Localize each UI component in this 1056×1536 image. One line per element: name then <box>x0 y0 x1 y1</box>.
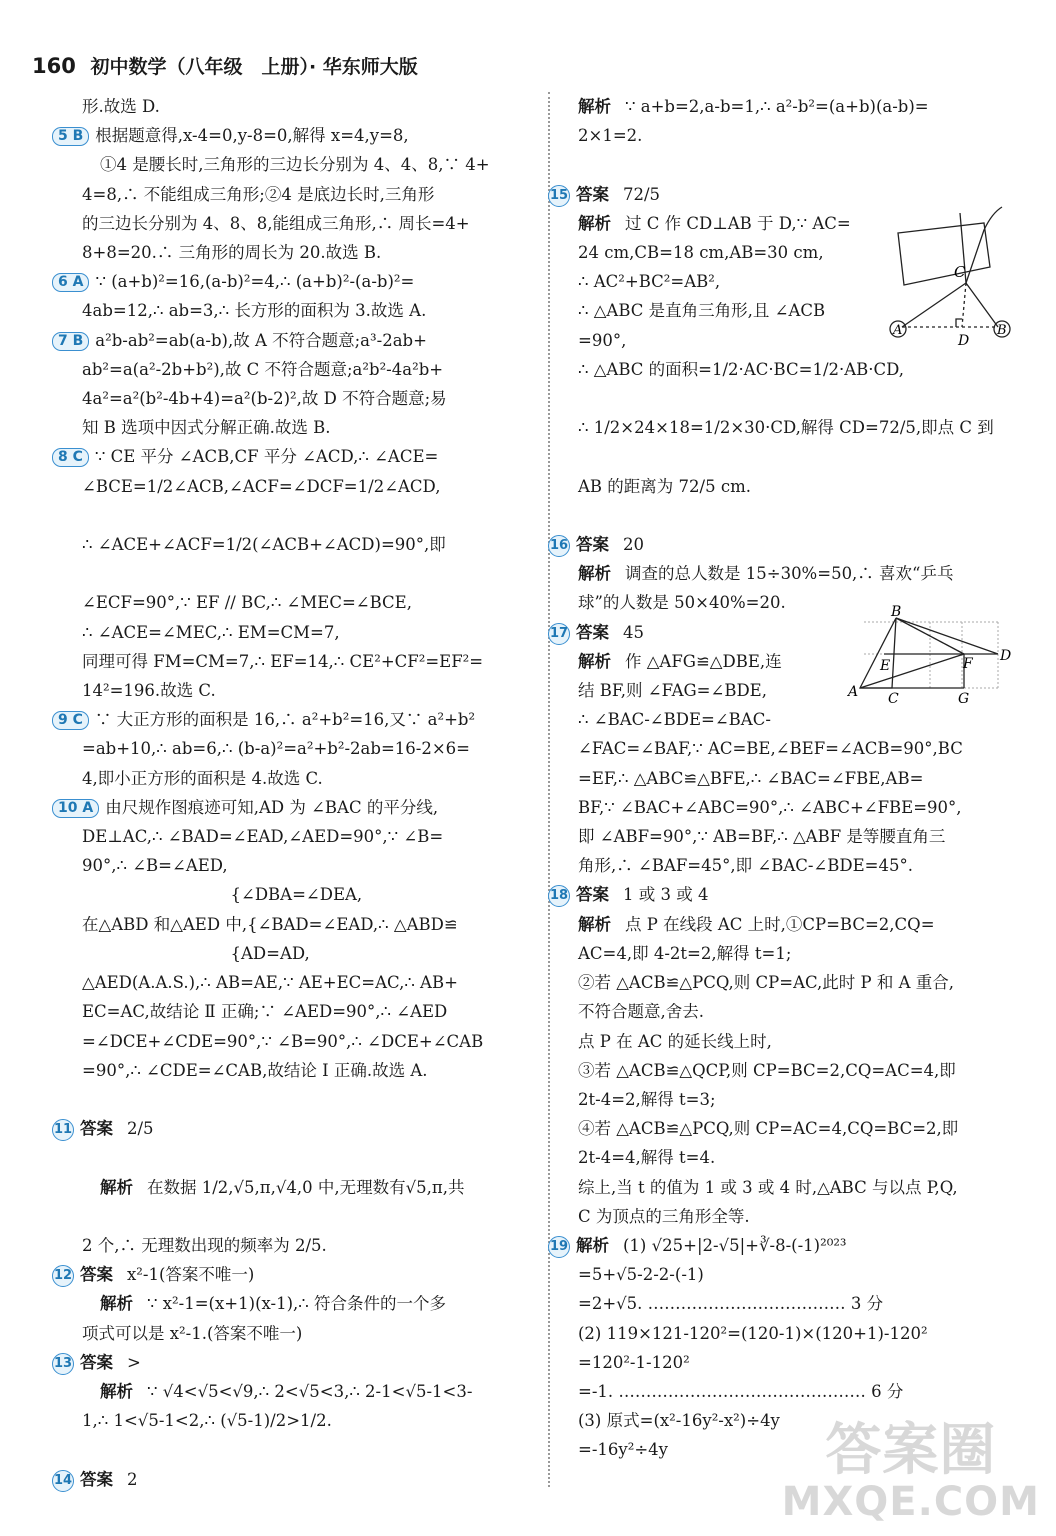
section-label: 答案 <box>576 885 609 905</box>
text-line <box>578 1260 1018 1289</box>
line-text: 2 <box>127 1469 138 1489</box>
text-line <box>82 1085 527 1114</box>
line-text: (1) √25+|2-√5|+∛-8-(-1)²⁰²³ <box>623 1235 847 1255</box>
line-text: 4,即小正方形的面积是 4.故选 C. <box>82 768 323 788</box>
text-line <box>578 1143 1018 1172</box>
fig17-label-f: F <box>963 656 973 672</box>
text-line <box>82 676 527 705</box>
line-text: 即 ∠ABF=90°,∵ AB=BF,∴ △ABF 是等腰直角三 <box>578 827 946 847</box>
question-number-circle: 11 <box>52 1119 74 1141</box>
text-line <box>82 734 527 763</box>
figure-15-diagram <box>884 205 1024 355</box>
line-text: AB 的距离为 72/5 cm. <box>578 476 751 496</box>
fig17-label-d: D <box>1000 648 1012 664</box>
line-text: > <box>127 1352 141 1372</box>
line-text: 结 BF,则 ∠FAG=∠BDE, <box>578 681 767 701</box>
question-number-circle: 16 <box>548 535 570 557</box>
line-text: =120²-1-120² <box>578 1352 690 1372</box>
line-text: 作 △AFG≌△DBE,连 <box>625 651 782 671</box>
text-line <box>82 180 527 209</box>
text-line <box>82 296 527 325</box>
question-number-badge: 5 B <box>52 127 89 146</box>
question-number-badge: 8 C <box>52 448 89 467</box>
line-text: ①4 是腰长时,三角形的三边长分别为 4、4、8,∵ 4+ <box>100 155 490 175</box>
line-text: (3) 原式=(x²-16y²-x²)÷4y <box>578 1411 780 1431</box>
column-divider <box>548 92 550 1487</box>
line-text: =EF,∴ △ABC≌△BFE,∴ ∠BAC=∠FBE,AB= <box>578 768 924 788</box>
text-line <box>578 150 1018 179</box>
question-number-circle: 18 <box>548 885 570 907</box>
section-label: 解析 <box>100 1381 133 1401</box>
line-text: 角形,∴ ∠BAF=45°,即 ∠BAC-∠BDE=45°. <box>578 856 913 876</box>
text-line <box>82 238 527 267</box>
line-text: ∴ AC²+BC²=AB², <box>578 272 721 292</box>
line-text: ∵ CE 平分 ∠ACB,CF 平分 ∠ACD,∴ ∠ACE= <box>94 447 439 467</box>
text-line <box>578 793 1018 822</box>
question-number-circle: 19 <box>548 1236 570 1258</box>
section-label: 解析 <box>100 1177 133 1197</box>
line-text: ∴ ∠BAC-∠BDE=∠BAC- <box>578 710 771 730</box>
line-text: 45 <box>623 622 644 642</box>
text-line <box>82 501 527 530</box>
line-text: 1 或 3 或 4 <box>623 885 709 905</box>
text-line <box>82 150 527 179</box>
section-label: 解析 <box>578 213 611 233</box>
question-number-circle: 15 <box>548 185 570 207</box>
text-line <box>578 1289 1018 1318</box>
text-line <box>82 1027 527 1056</box>
section-label: 答案 <box>576 622 609 642</box>
line-text: BF,∵ ∠BAC+∠ABC=90°,∴ ∠ABC+∠FBE=90°, <box>578 797 962 817</box>
text-line <box>578 442 1018 471</box>
line-text: 20 <box>623 535 644 555</box>
text-line <box>82 355 527 384</box>
figure-17-diagram <box>846 604 1021 707</box>
text-line <box>58 121 527 150</box>
section-label: 解析 <box>576 1235 609 1255</box>
text-line <box>578 1202 1018 1231</box>
text-line <box>82 1202 527 1231</box>
book-title: 初中数学（八年级 上册）· 华东师大版 <box>90 56 418 78</box>
text-line <box>82 1056 527 1085</box>
text-line <box>549 530 1018 559</box>
text-line <box>578 413 1018 442</box>
watermark <box>781 1418 1040 1525</box>
watermark-url: MXQE.COM <box>781 1479 1040 1525</box>
line-text: a²b-ab²=ab(a-b),故 A 不符合题意;a³-2ab+ <box>95 330 427 350</box>
text-line <box>58 442 527 471</box>
line-text: ∵ a+b=2,a-b=1,∴ a²-b²=(a+b)(a-b)= <box>625 97 929 116</box>
text-line <box>578 1114 1018 1143</box>
section-label: 解析 <box>578 914 611 934</box>
page-number: 160 <box>32 54 76 78</box>
line-text: 2/5 <box>127 1119 154 1139</box>
text-line <box>58 793 527 822</box>
text-line <box>82 1319 527 1348</box>
line-text: ∠BCE=1/2∠ACB,∠ACF=∠DCF=1/2∠ACD, <box>82 476 441 496</box>
line-text: =5+√5-2-2-(-1) <box>578 1265 704 1285</box>
line-text: ∵ x²-1=(x+1)(x-1),∴ 符合条件的一个多 <box>147 1294 447 1314</box>
line-text: ∵ √4<√5<√9,∴ 2<√5<3,∴ 2-1<√5-1<3- <box>147 1381 473 1401</box>
line-text: 综上,当 t 的值为 1 或 3 或 4 时,△ABC 与以点 P,Q, <box>578 1177 958 1197</box>
line-text: 点 P 在 AC 的延长线上时, <box>578 1031 772 1051</box>
text-line <box>82 997 527 1026</box>
text-line <box>82 530 527 559</box>
text-line <box>82 588 527 617</box>
line-text: 90°,∴ ∠B=∠AED, <box>82 856 228 876</box>
section-label: 解析 <box>578 651 611 671</box>
line-text: ∴ 1/2×24×18=1/2×30·CD,解得 CD=72/5,即点 C 到 <box>578 418 994 438</box>
text-line <box>82 1406 527 1435</box>
text-line <box>82 1231 527 1260</box>
line-text: 项式可以是 x²-1.(答案不唯一) <box>82 1323 303 1343</box>
text-line <box>578 968 1018 997</box>
text-line <box>578 939 1018 968</box>
line-text: ∠FAC=∠BAF,∵ AC=BE,∠BEF=∠ACB=90°,BC <box>578 739 963 759</box>
line-text: 14²=196.故选 C. <box>82 681 216 701</box>
line-text: 在△ABD 和△AED 中,{∠BAD=∠EAD,∴ △ABD≌ <box>82 914 458 934</box>
text-line <box>82 209 527 238</box>
text-line <box>58 326 527 355</box>
line-text: ③若 △ACB≌△QCP,则 CP=BC=2,CQ=AC=4,即 <box>578 1060 956 1080</box>
line-text: 在数据 1/2,√5,π,√4,0 中,无理数有√5,π,共 <box>147 1177 465 1197</box>
line-text: =ab+10,∴ ab=6,∴ (b-a)²=a²+b²-2ab=16-2×6= <box>82 739 470 759</box>
question-number-circle: 17 <box>548 623 570 645</box>
question-number-circle: 12 <box>52 1265 74 1287</box>
text-line <box>82 618 527 647</box>
line-text: 的三边长分别为 4、8、8,能组成三角形,∴ 周长=4+ <box>82 213 470 233</box>
line-text: 调查的总人数是 15÷30%=50,∴ 喜欢“乒乓 <box>625 564 954 584</box>
line-text: 24 cm,CB=18 cm,AB=30 cm, <box>578 243 824 263</box>
line-text: ∴ △ABC 的面积=1/2·AC·BC=1/2·AB·CD, <box>578 359 905 379</box>
section-label: 答案 <box>80 1119 113 1139</box>
text-line <box>82 880 527 909</box>
text-line <box>578 384 1018 413</box>
text-line <box>578 734 1018 763</box>
question-number-badge: 6 A <box>52 273 89 292</box>
text-line <box>578 822 1018 851</box>
line-text: 球”的人数是 50×40%=20. <box>578 593 786 613</box>
line-text: {AD=AD, <box>82 943 310 963</box>
line-text: △AED(A.A.S.),∴ AB=AE,∵ AE+EC=AC,∴ AB+ <box>82 973 458 993</box>
line-text: 72/5 <box>623 184 661 204</box>
line-text: ④若 △ACB≌△PCQ,则 CP=AC=4,CQ=BC=2,即 <box>578 1119 959 1139</box>
text-line <box>82 764 527 793</box>
section-label: 解析 <box>100 1294 133 1314</box>
line-text: ∵ 大正方形的面积是 16,∴ a²+b²=16,又∵ a²+b² <box>94 710 476 730</box>
text-line <box>549 880 1018 909</box>
line-text: ∠ECF=90°,∵ EF // BC,∴ ∠MEC=∠BCE, <box>82 593 412 613</box>
line-text: 点 P 在线段 AC 上时,①CP=BC=2,CQ= <box>625 914 935 934</box>
line-text: 2t-4=4,解得 t=4. <box>578 1148 716 1168</box>
watermark-logo: 答案圈 <box>825 1418 997 1483</box>
line-text: ∴ ∠ACE=∠MEC,∴ EM=CM=7, <box>82 622 340 642</box>
text-line <box>578 1085 1018 1114</box>
line-text: =-1. ……………………………………… 6 分 <box>578 1381 904 1401</box>
line-text: x²-1(答案不唯一) <box>127 1265 255 1285</box>
text-line <box>82 472 527 501</box>
fig17-label-a: A <box>848 684 859 700</box>
text-line <box>578 472 1018 501</box>
text-line <box>578 1377 1018 1406</box>
text-line <box>578 1319 1018 1348</box>
text-line <box>549 1231 1018 1260</box>
text-line <box>82 939 527 968</box>
line-text: ∴ ∠ACE+∠ACF=1/2(∠ACB+∠ACD)=90°,即 <box>82 535 446 555</box>
line-text: C 为顶点的三角形全等. <box>578 1206 750 1226</box>
text-line <box>578 1056 1018 1085</box>
text-line <box>53 1348 527 1377</box>
fig15-label-c: C <box>954 263 966 281</box>
text-line <box>82 559 527 588</box>
fig17-label-g: G <box>958 691 970 707</box>
section-label: 答案 <box>80 1265 113 1285</box>
line-text: 2 个,∴ 无理数出现的频率为 2/5. <box>82 1235 327 1255</box>
line-text: 1,∴ 1<√5-1<2,∴ (√5-1)/2>1/2. <box>82 1411 332 1431</box>
text-line <box>82 1377 527 1406</box>
text-line <box>578 559 1018 588</box>
text-line <box>82 910 527 939</box>
text-line <box>82 968 527 997</box>
section-label: 答案 <box>576 184 609 204</box>
line-text: 2t-4=2,解得 t=3; <box>578 1089 716 1109</box>
line-text: 根据题意得,x-4=0,y-8=0,解得 x=4,y=8, <box>95 126 409 146</box>
line-text: 不符合题意,舍去. <box>578 1002 704 1022</box>
line-text: 由尺规作图痕迹可知,AD 为 ∠BAC 的平分线, <box>105 797 439 817</box>
text-line <box>578 1348 1018 1377</box>
text-line <box>82 384 527 413</box>
text-line <box>82 647 527 676</box>
page-header <box>32 52 418 79</box>
text-line <box>578 121 1018 150</box>
text-line <box>82 822 527 851</box>
fig17-label-e: E <box>880 658 891 674</box>
text-line <box>578 501 1018 530</box>
text-line <box>578 705 1018 734</box>
section-label: 答案 <box>80 1352 113 1372</box>
text-line <box>82 1435 527 1464</box>
line-text: ∴ △ABC 是直角三角形,且 ∠ACB <box>578 301 826 321</box>
line-text: =90°,∴ ∠CDE=∠CAB,故结论 Ⅰ 正确.故选 A. <box>82 1060 428 1080</box>
text-line <box>58 267 527 296</box>
fig15-label-a: A <box>893 323 903 338</box>
line-text: =∠DCE+∠CDE=90°,∵ ∠B=90°,∴ ∠DCE+∠CAB <box>82 1031 484 1051</box>
left-column <box>53 92 527 1494</box>
text-line <box>578 1027 1018 1056</box>
fig17-label-c: C <box>888 691 899 707</box>
line-text: 同理可得 FM=CM=7,∴ EF=14,∴ CE²+CF²=EF²= <box>82 651 484 671</box>
line-text: {∠DBA=∠DEA, <box>82 885 363 905</box>
text-line <box>53 1465 527 1494</box>
text-line <box>82 1173 527 1202</box>
line-text: 4ab=12,∴ ab=3,∴ 长方形的面积为 3.故选 A. <box>82 301 427 321</box>
text-line <box>578 764 1018 793</box>
line-text: 2×1=2. <box>578 126 643 146</box>
fig15-label-b: B <box>997 323 1007 338</box>
line-text: ab²=a(a²-2b+b²),故 C 不符合题意;a²b²-4a²b+ <box>82 359 444 379</box>
section-label: 解析 <box>578 97 611 116</box>
text-line <box>578 92 1018 121</box>
section-label: 答案 <box>576 535 609 555</box>
text-line <box>53 1260 527 1289</box>
question-number-circle: 13 <box>52 1353 74 1375</box>
text-line <box>578 355 1018 384</box>
line-text: AC=4,即 4-2t=2,解得 t=1; <box>578 943 792 963</box>
text-line <box>578 851 1018 880</box>
line-text: (2) 119×121-120²=(120-1)×(120+1)-120² <box>578 1323 928 1343</box>
fig17-label-b: B <box>891 604 902 620</box>
question-number-badge: 7 B <box>52 332 89 351</box>
line-text: 形.故选 D. <box>82 97 160 116</box>
line-text: 4a²=a²(b²-4b+4)=a²(b-2)²,故 D 不符合题意;易 <box>82 389 447 409</box>
line-text: ②若 △ACB≌△PCQ,则 CP=AC,此时 P 和 A 重合, <box>578 973 955 993</box>
line-text: =2+√5. ……………………………… 3 分 <box>578 1294 884 1314</box>
section-label: 解析 <box>578 564 611 584</box>
fig15-label-d: D <box>958 333 970 349</box>
text-line <box>82 851 527 880</box>
line-text: 过 C 作 CD⊥AB 于 D,∵ AC= <box>625 213 851 233</box>
text-line <box>82 1289 527 1318</box>
text-line <box>578 997 1018 1026</box>
line-text: EC=AC,故结论 Ⅱ 正确;∵ ∠AED=90°,∴ ∠AED <box>82 1002 448 1022</box>
text-line <box>82 1143 527 1172</box>
text-line <box>578 910 1018 939</box>
line-text: =-16y²÷4y <box>578 1440 668 1460</box>
line-text: 4=8,∴ 不能组成三角形;②4 是底边长时,三角形 <box>82 184 435 204</box>
line-text: ∵ (a+b)²=16,(a-b)²=4,∴ (a+b)²-(a-b)²= <box>95 272 415 292</box>
line-text: 8+8=20.∴ 三角形的周长为 20.故选 B. <box>82 243 382 263</box>
text-line <box>578 1173 1018 1202</box>
question-number-badge: 10 A <box>52 799 99 818</box>
question-number-badge: 9 C <box>52 711 89 730</box>
question-number-circle: 14 <box>52 1470 74 1492</box>
line-text: =90°, <box>578 330 627 350</box>
section-label: 答案 <box>80 1469 113 1489</box>
line-text: 知 B 选项中因式分解正确.故选 B. <box>82 418 331 438</box>
text-line <box>53 1114 527 1143</box>
text-line <box>58 705 527 734</box>
text-line <box>82 413 527 442</box>
line-text: DE⊥AC,∴ ∠BAD=∠EAD,∠AED=90°,∵ ∠B= <box>82 827 444 847</box>
text-line <box>82 92 527 121</box>
